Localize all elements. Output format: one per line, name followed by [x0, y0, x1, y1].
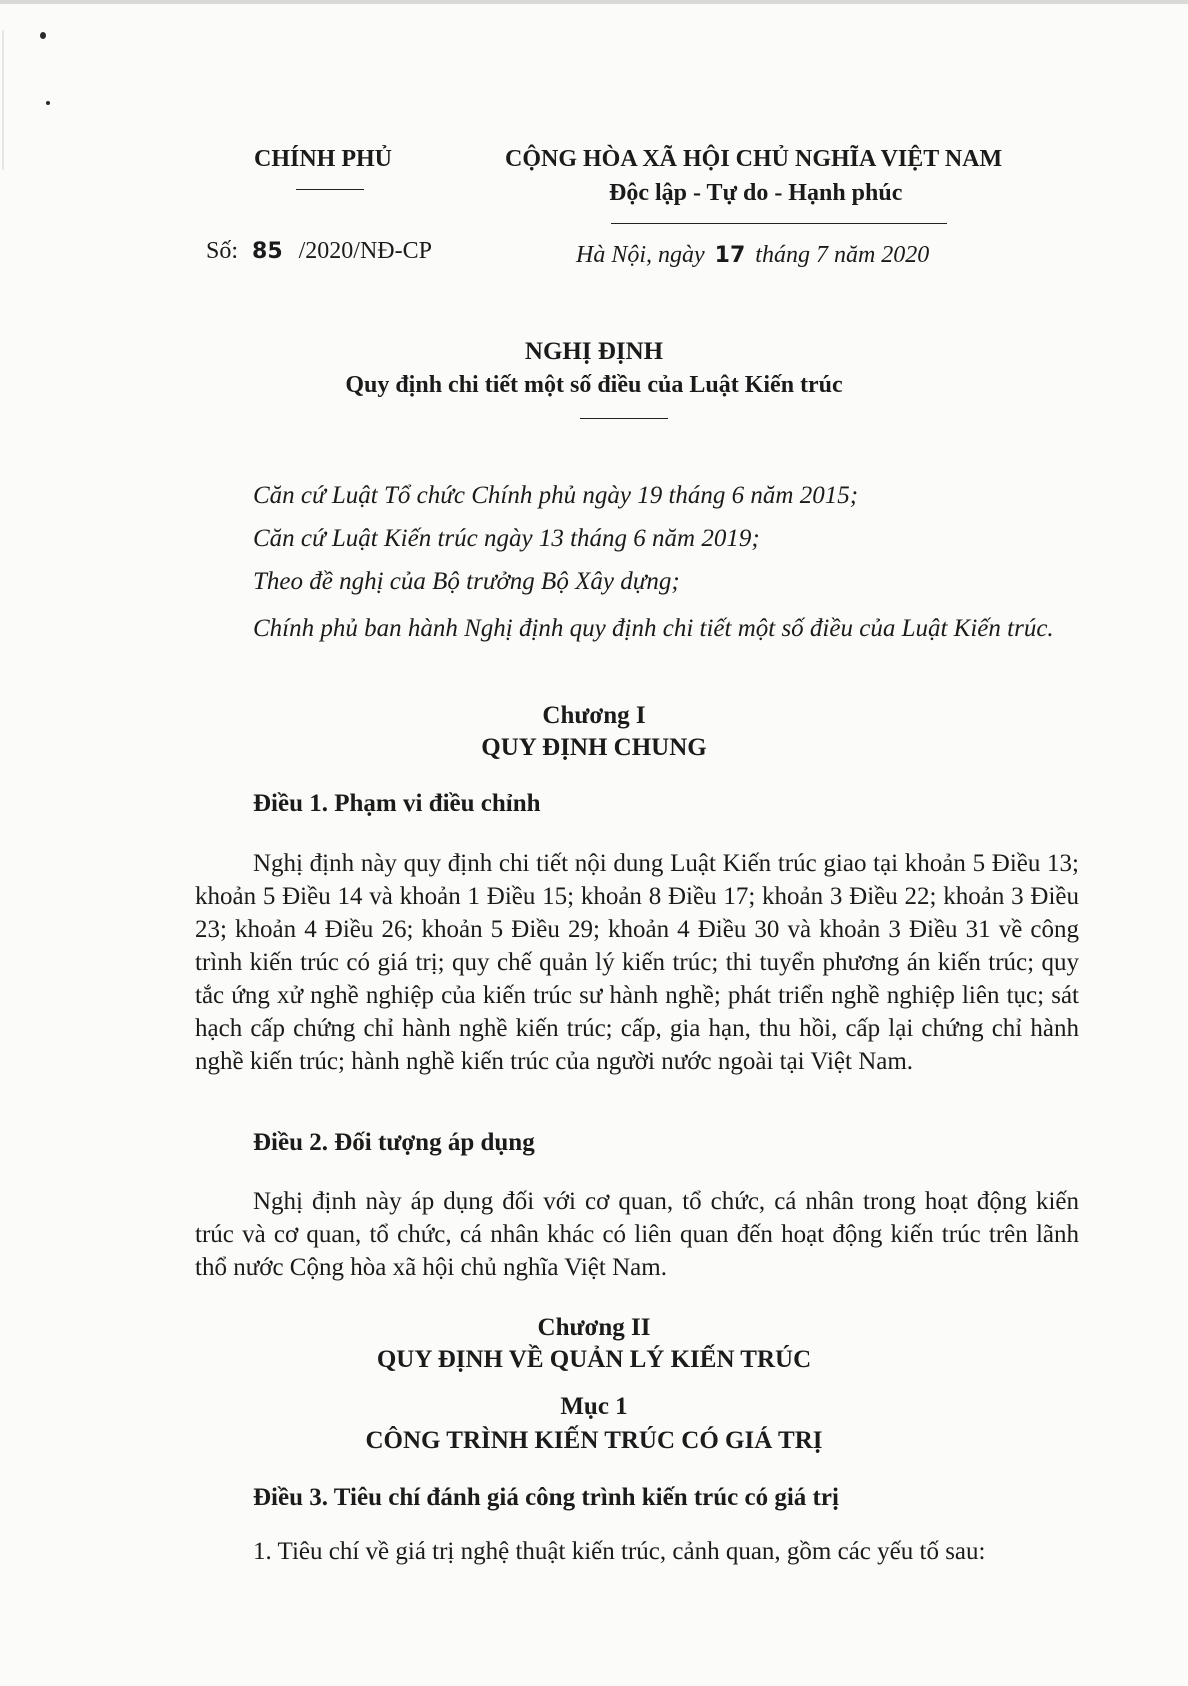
chapter-2-label: Chương II	[537, 1314, 651, 1341]
chapter-1-title: QUY ĐỊNH CHUNG	[481, 734, 707, 761]
scan-top-edge	[0, 0, 1188, 4]
document-number	[206, 238, 432, 265]
article-1-heading: Điều 1. Phạm vi điều chỉnh	[253, 790, 541, 817]
country-name: CỘNG HÒA XÃ HỘI CHỦ NGHĨA VIỆT NAM	[505, 146, 1003, 172]
article-3-heading: Điều 3. Tiêu chí đánh giá công trình kiến trúc có giá trị	[253, 1484, 839, 1511]
preamble-line-1: Căn cứ Luật Tổ chức Chính phủ ngày 19 tháng 6 năm 2015;	[253, 482, 859, 509]
motto-underline	[611, 223, 947, 224]
article-1-text: Nghị định này quy định chi tiết nội dung Luật Kiến trúc giao tại khoản 5 Điều 13; khoản 5 Điều 14 và khoản 1 Điều 15; khoản 8 Điều 17; khoản 3 Điều 22; khoản 3 Điều 23; khoản 4 Điều 26; khoản 5 Điều 29; khoản 4 Điều 30 và khoản 3 Điều 31 về công trình kiến trúc có giá trị; quy chế quản lý kiến trúc; thi tuyển phương án kiến trúc; quy tắc ứng xử nghề nghiệp của kiến trúc sư hành nghề; phát triển nghề nghiệp liên tục; sát hạch cấp chứng chỉ hành nghề kiến trúc; cấp, gia hạn, thu hồi, cấp lại chứng chỉ hành nghề kiến trúc; hành nghề kiến trúc của người nước ngoài tại Việt Nam.	[195, 850, 1079, 1075]
section-1-title: CÔNG TRÌNH KIẾN TRÚC CÓ GIÁ TRỊ	[365, 1427, 823, 1454]
issuer-underline	[296, 189, 364, 190]
number-prefix: Số:	[206, 238, 239, 264]
date-suffix: tháng 7 năm 2020	[755, 242, 930, 268]
scan-left-mark	[2, 30, 4, 170]
number-handwritten: 85	[252, 239, 283, 264]
issuer-name: CHÍNH PHỦ	[254, 146, 392, 172]
article-2-text: Nghị định này áp dụng đối với cơ quan, tổ chức, cá nhân trong hoạt động kiến trúc và cơ quan, tổ chức, cá nhân khác có liên quan đến hoạt động kiến trúc trên lãnh thổ nước Cộng hòa xã hội chủ nghĩa Việt Nam.	[195, 1188, 1079, 1281]
section-1-label: Mục 1	[560, 1393, 628, 1420]
issue-date	[576, 242, 929, 269]
title-underline	[580, 418, 668, 419]
scan-speck	[40, 32, 46, 39]
chapter-1-label: Chương I	[542, 702, 646, 729]
document-subject: Quy định chi tiết một số điều của Luật Kiến trúc	[345, 372, 843, 398]
scan-speck	[46, 101, 50, 105]
date-day-handwritten: 17	[714, 243, 746, 268]
national-motto: Độc lập - Tự do - Hạnh phúc	[609, 180, 903, 206]
article-2-heading: Điều 2. Đối tượng áp dụng	[253, 1129, 535, 1156]
document-type: NGHỊ ĐỊNH	[524, 338, 664, 365]
number-suffix: /2020/NĐ-CP	[298, 238, 432, 264]
chapter-2-title: QUY ĐỊNH VỀ QUẢN LÝ KIẾN TRÚC	[376, 1346, 812, 1373]
preamble-line-2: Căn cứ Luật Kiến trúc ngày 13 tháng 6 năm 2019;	[253, 525, 760, 552]
date-prefix: Hà Nội, ngày	[576, 242, 705, 268]
preamble-line-3: Theo đề nghị của Bộ trưởng Bộ Xây dựng;	[253, 568, 680, 595]
preamble-line-4: Chính phủ ban hành Nghị định quy định chi tiết một số điều của Luật Kiến trúc.	[253, 615, 1054, 642]
article-3-item-1: 1. Tiêu chí về giá trị nghệ thuật kiến trúc, cảnh quan, gồm các yếu tố sau:	[253, 1538, 986, 1565]
